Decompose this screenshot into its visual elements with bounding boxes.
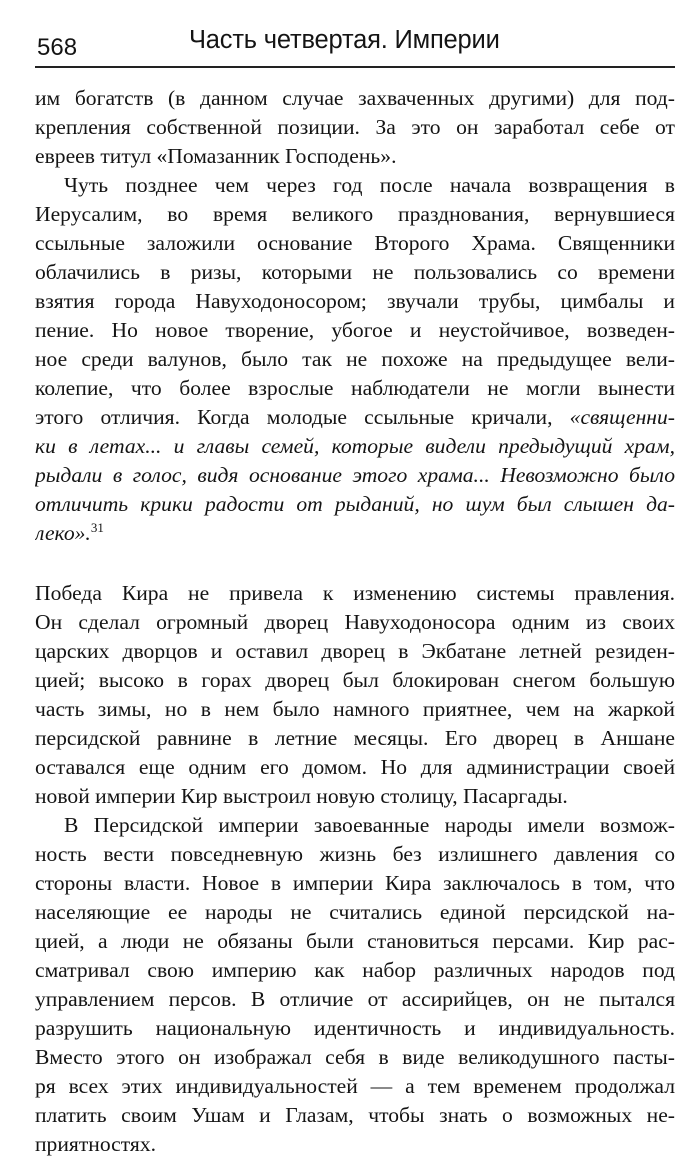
quote-end: леко». [35, 521, 91, 545]
text-line: колепие, что более взрослые наблюдатели не могли вынести [35, 376, 675, 400]
section-gap [35, 548, 675, 579]
text-line: ссыльные заложили основание Второго Храма. Священники [35, 231, 675, 255]
text-line: царских дворцов и оставил дворец в Экбатане летней резиден- [35, 639, 675, 663]
text-line: часть зимы, но в нем было намного приятнее, чем на жаркой [35, 697, 675, 721]
text-line: новой империи Кир выстроил новую столицу, Пасаргады. [35, 784, 568, 808]
text-line: ное среди валунов, было так не похоже на предыдущее вели- [35, 347, 675, 371]
text-line: приятностях. [35, 1132, 157, 1156]
text-line: оставался еще одним его домом. Но для администрации своей [35, 755, 675, 779]
text-line: ность вести повседневную жизнь без излишнего давления со [35, 842, 675, 866]
paragraph-3 [35, 579, 675, 811]
footnote-ref: 31 [90, 520, 104, 535]
quote-segment: «священни- [569, 405, 675, 429]
paragraph-1 [35, 84, 675, 171]
text-line: В Персидской империи завоеванные народы имели возмож- [64, 813, 675, 837]
text-line: населяющие ее народы не считались единой персидской на- [35, 900, 675, 924]
running-head: Часть четвертая. Империи [189, 26, 500, 54]
text-line: пение. Но новое творение, убогое и неустойчивое, возведен- [35, 318, 675, 342]
paragraph-4 [35, 811, 675, 1159]
text-line: управлением персов. В отличие от ассирийцев, он не пытался [35, 987, 675, 1011]
header-rule [35, 66, 675, 68]
text-segment: этого отличия. Когда молодые ссыльные кричали, [35, 405, 570, 429]
paragraph-2 [35, 171, 675, 548]
text-line: взятия города Навуходоносором; звучали трубы, цимбалы и [35, 289, 675, 313]
text-line: разрушить национальную идентичность и индивидуальность. [35, 1016, 675, 1040]
text-line: сматривал свою империю как набор различных народов под [35, 958, 675, 982]
body-text [35, 84, 675, 1159]
text-line: им богатств (в данном случае захваченных другими) для под- [35, 86, 675, 110]
text-line [35, 403, 675, 432]
text-line: крепления собственной позиции. За это он заработал себе от [35, 115, 675, 139]
text-line: платить своим Ушам и Глазам, чтобы знать о возможных не- [35, 1103, 675, 1127]
quote-line: отличить крики радости от рыданий, но шум был слышен да- [35, 492, 675, 516]
text-line: облачились в ризы, которыми не пользовались со времени [35, 260, 675, 284]
quote-line [35, 519, 675, 548]
text-line: цией, а люди не обязаны были становиться персами. Кир рас- [35, 929, 675, 953]
text-line: Вместо этого он изображал себя в виде великодушного пасты- [35, 1045, 675, 1069]
text-line: цией; высоко в горах дворец был блокирован снегом большую [35, 668, 675, 692]
text-line: стороны власти. Новое в империи Кира заключалось в том, что [35, 871, 675, 895]
text-line: Иерусалим, во время великого празднования, вернувшиеся [35, 202, 675, 226]
text-line: Он сделал огромный дворец Навуходоносора одним из своих [35, 610, 675, 634]
text-line: Победа Кира не привела к изменению системы правления. [35, 581, 675, 605]
quote-line: ки в летах... и главы семей, которые видели предыдущий храм, [35, 434, 675, 458]
text-line: ря всех этих индивидуальностей — а тем временем продолжал [35, 1074, 675, 1098]
page-number: 568 [37, 34, 78, 61]
text-line: Чуть позднее чем через год после начала возвращения в [64, 173, 675, 197]
text-line: персидской равнине в летние месяцы. Его дворец в Аншане [35, 726, 675, 750]
text-line: евреев титул «Помазанник Господень». [35, 144, 397, 168]
quote-line: рыдали в голос, видя основание этого храма... Невозможно было [35, 463, 675, 487]
page-header [35, 22, 675, 66]
